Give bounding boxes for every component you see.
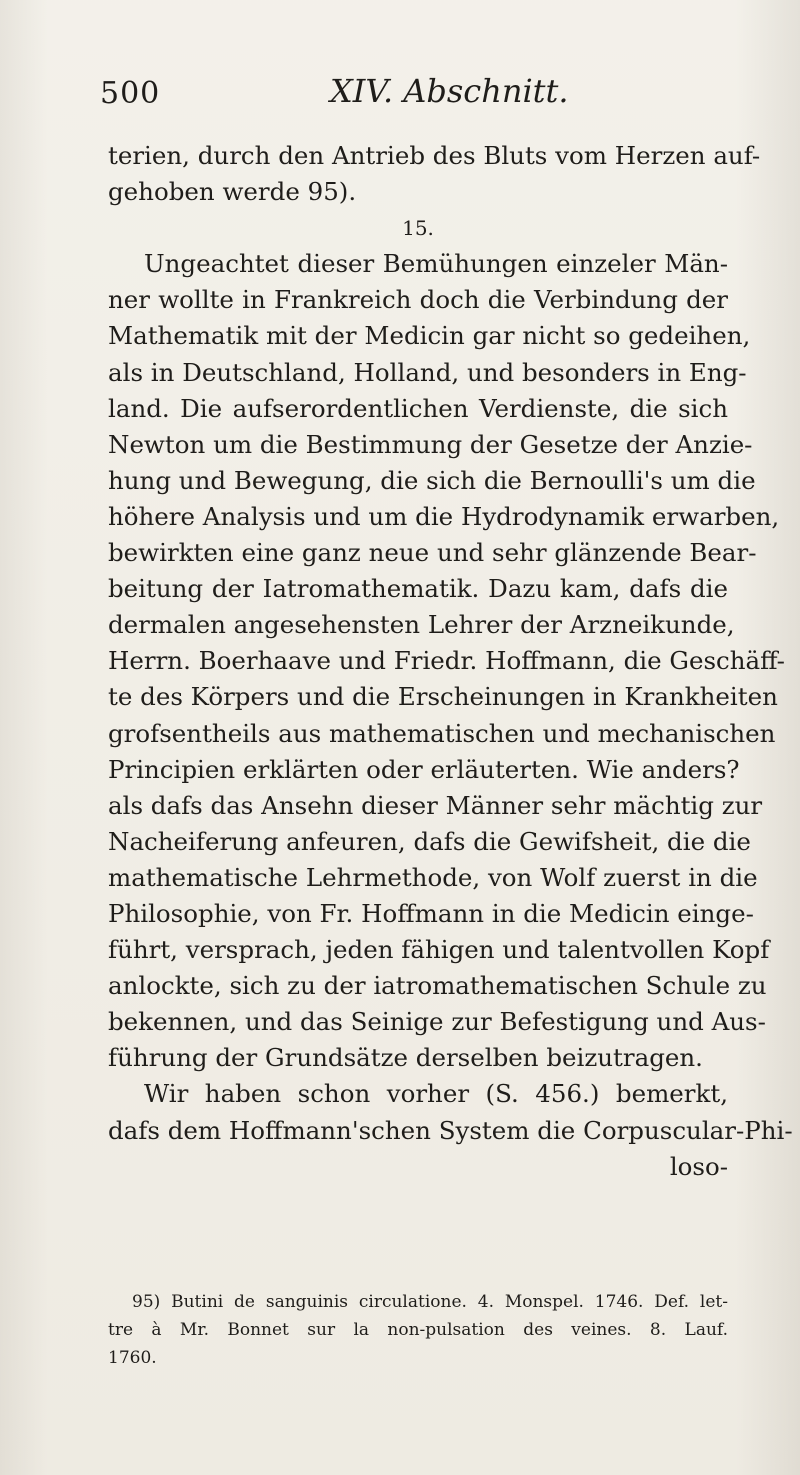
text-line: dermalen angesehensten Lehrer der Arzneikunde, (108, 610, 735, 640)
text-line: Principien erklärten oder erläuterten. Wie anders? (108, 754, 740, 784)
text-line: terien, durch den Antrieb des Bluts vom Herzen auf- (108, 141, 761, 170)
text-line: beitung der Iatromathematik. Dazu kam, dafs die (108, 574, 728, 604)
footnotes (108, 1288, 728, 1372)
catchword: loso- (669, 1151, 728, 1181)
text-line: als dafs das Ansehn dieser Männer sehr mächtig zur (108, 790, 763, 820)
text-line: Newton um die Bestimmung der Gesetze der Anzie- (108, 429, 753, 459)
page-header (100, 72, 740, 116)
text-line: Wir haben schon vorher (S. 456.) bemerkt, (144, 1079, 728, 1109)
text-line: anlockte, sich zu der iatromathematischen Schule zu (108, 971, 767, 1001)
text-line: ner wollte in Frankreich doch die Verbindung der (108, 285, 728, 315)
text-line: te des Körpers und die Erscheinungen in Krankheiten (108, 682, 778, 712)
text-line: führt, versprach, jeden fähigen und talentvollen Kopf (108, 935, 770, 965)
text-line: bewirkten eine ganz neue und sehr glänzende Bear- (108, 538, 757, 568)
text-line: gehoben werde 95). (108, 177, 357, 207)
text-line: als in Deutschland, Holland, und besonders in Eng- (108, 357, 747, 387)
text-line: land. Die aufserordentlichen Verdienste, die sich (108, 393, 728, 423)
text-line: Nacheiferung anfeuren, dafs die Gewifsheit, die die (108, 826, 751, 856)
text-line: höhere Analysis und um die Hydrodynamik erwarben, (108, 501, 780, 531)
text-line: mathematische Lehrmethode, von Wolf zuerst in die (108, 862, 758, 892)
text-line: Philosophie, von Fr. Hoffmann in die Medicin einge- (108, 898, 754, 928)
text-line: Herrn. Boerhaave und Friedr. Hoffmann, die Geschäff- (108, 646, 785, 676)
text-line: Mathematik mit der Medicin gar nicht so gedeihen, (108, 321, 751, 351)
text-line: hung und Bewegung, die sich die Bernoulli's um die (108, 465, 756, 495)
text-line: führung der Grundsätze derselben beizutragen. (108, 1043, 703, 1073)
text-line: dafs dem Hoffmann'schen System die Corpuscular-Phi- (108, 1115, 793, 1145)
text-line: Ungeachtet dieser Bemühungen einzeler Män- (144, 249, 728, 279)
section-number: 15. (402, 216, 434, 241)
text-line: grofsentheils aus mathematischen und mechanischen (108, 718, 776, 748)
main-text (108, 138, 793, 1185)
footnote-line: tre à Mr. Bonnet sur la non-pulsation des veines. 8. Lauf. (108, 1320, 728, 1340)
page-number: 500 (100, 76, 161, 111)
text-line: bekennen, und das Seinige zur Befestigung und Aus- (108, 1007, 766, 1037)
footnote-line: 95) Butini de sanguinis circulatione. 4. Monspel. 1746. Def. let- (132, 1292, 728, 1312)
footnote-line: 1760. (108, 1348, 157, 1368)
running-head: XIV. Abschnitt. (330, 72, 569, 110)
